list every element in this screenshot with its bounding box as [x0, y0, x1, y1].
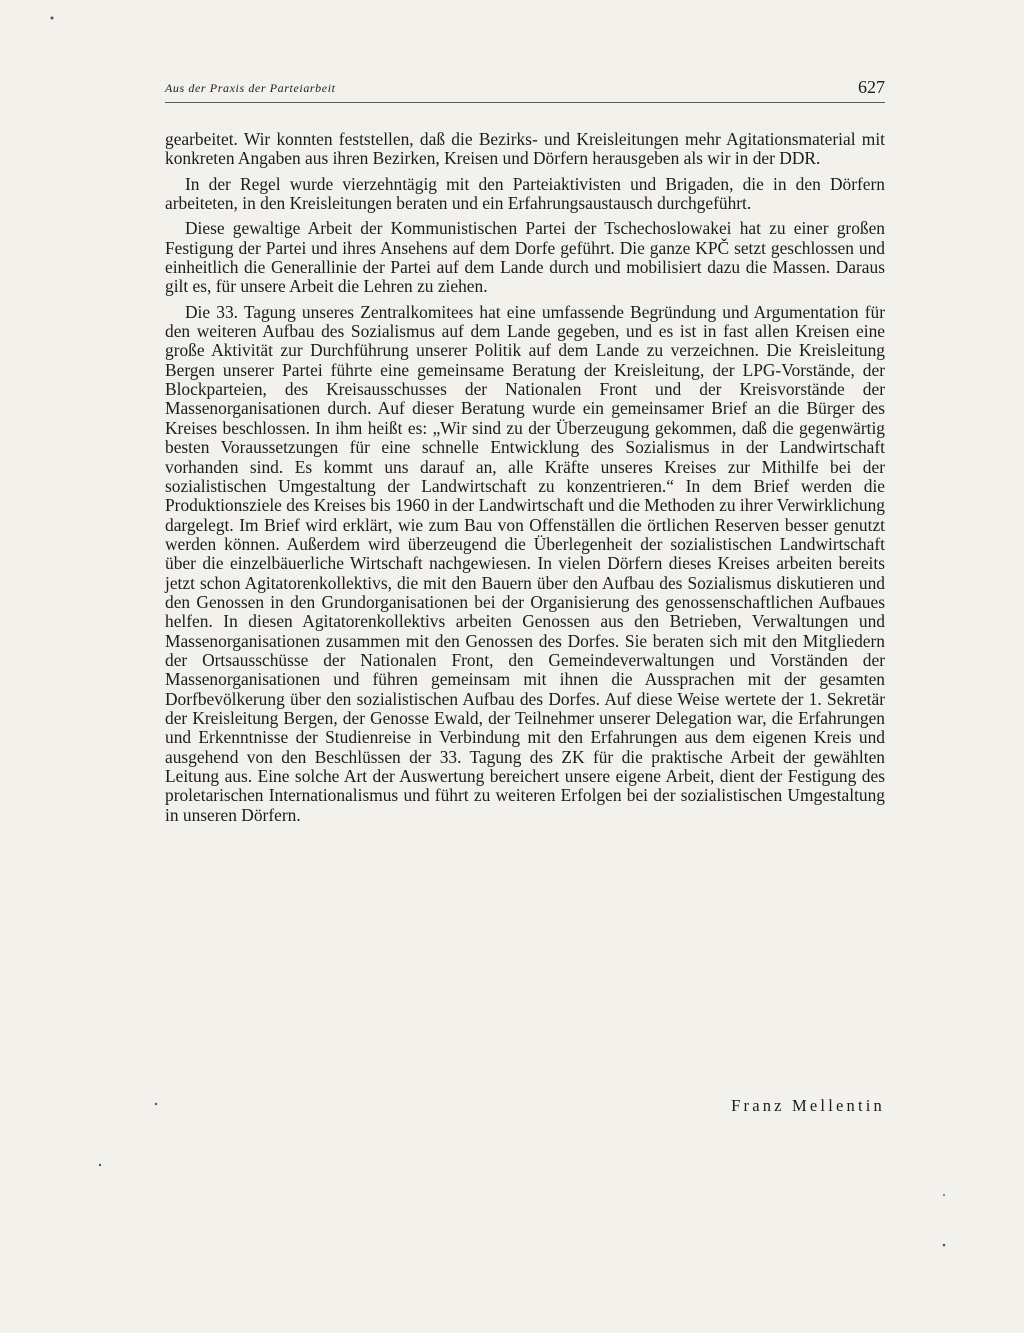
paragraph: gearbeitet. Wir konnten feststellen, daß die Bezirks- und Kreisleitungen mehr Agitationsmaterial mit konkreten Angaben aus ihren Bezirken, Kreisen und Dörfern herausgeben als wir in der DDR.: [165, 129, 885, 169]
article-body: [165, 130, 885, 825]
page-header: [165, 78, 885, 103]
paragraph: Diese gewaltige Arbeit der Kommunistischen Partei der Tschechoslowakei hat zu einer großen Festigung der Partei und ihres Ansehens auf dem Dorfe geführt. Die ganze KPČ setzt geschlossen und einheitlich die Generallinie der Partei auf dem Lande durch und mobilisiert dazu die Massen. Daraus gilt es, für unsere Arbeit die Lehren zu ziehen.: [165, 218, 885, 297]
author-signature: Franz Mellentin: [731, 1096, 885, 1115]
running-head: Aus der Praxis der Parteiarbeit: [165, 81, 336, 95]
paragraph: Die 33. Tagung unseres Zentralkomitees hat eine umfassende Begründung und Argumentation für den weiteren Aufbau des Sozialismus auf dem Lande gegeben, und es ist in fast allen Kreisen eine große Aktivität zur Durchführung unserer Politik auf dem Lande zu verzeichnen. Die Kreisleitung Bergen unserer Partei führte eine gemeinsame Beratung der Kreisleitung, der LPG-Vorstände, der Blockparteien, des Kreisausschusses der Nationalen Front und der Kreisvorstände der Massenorganisationen durch. Auf dieser Beratung wurde ein gemeinsamer Brief an die Bürger des Kreises beschlossen. In ihm heißt es: „Wir sind zu der Überzeugung gekommen, daß die gegenwärtig besten Voraussetzungen für eine schnelle Entwicklung des Sozialismus in der Landwirtschaft vorhanden sind. Es kommt uns darauf an, alle Kräfte unseres Kreises zur Mithilfe bei der sozialistischen Umgestaltung der Landwirtschaft zu konzentrieren.“ In dem Brief werden die Produktionsziele des Kreises bis 1960 in der Landwirtschaft und die Methoden zu ihrer Verwirklichung dargelegt. Im Brief wird erklärt, wie zum Bau von Offenställen die örtlichen Reserven besser genutzt werden können. Außerdem wird überzeugend die Überlegenheit der sozialistischen Landwirtschaft über die einzelbäuerliche Wirtschaft nachgewiesen. In vielen Dörfern dieses Kreises arbeiten bereits jetzt schon Agitatorenkollektivs, die mit den Bauern über den Aufbau des Sozialismus diskutieren und den Genossen in den Grundorganisationen bei der Organisierung des genossenschaftlichen Aufbaues helfen. In diesen Agitatorenkollektivs arbeiten Genossen aus den Betrieben, Verwaltungen und Massenorganisationen zusammen mit den Genossen des Dorfes. Sie beraten sich mit den Mitgliedern der Ortsausschüsse der Nationalen Front, den Gemeindeverwaltungen und Vorständen der Massenorganisationen und führen gemeinsam mit ihnen die Aussprachen mit der gesamten Dorfbevölkerung über den sozialistischen Aufbau des Dorfes. Auf diese Weise wertete der 1. Sekretär der Kreisleitung Bergen, der Genosse Ewald, der Teilnehmer unserer Delegation war, die Erfahrungen und Erkenntnisse der Studienreise in Verbindung mit den Erfahrungen aus dem eigenen Kreis und ausgehend von den Beschlüssen der 33. Tagung des ZK für die praktische Arbeit der gewählten Leitung aus. Eine solche Art der Auswertung bereichert unsere eigene Arbeit, dient der Festigung des proletarischen Internationalismus und führt zu weiteren Erfolgen bei der sozialistischen Umgestaltung in unseren Dörfern.: [165, 301, 885, 825]
page-number: 627: [858, 77, 885, 97]
paragraph: In der Regel wurde vierzehntägig mit den Parteiaktivisten und Brigaden, die in den Dörfern arbeiteten, in den Kreisleitungen beraten und ein Erfahrungsaustausch durchgeführt.: [165, 173, 885, 214]
